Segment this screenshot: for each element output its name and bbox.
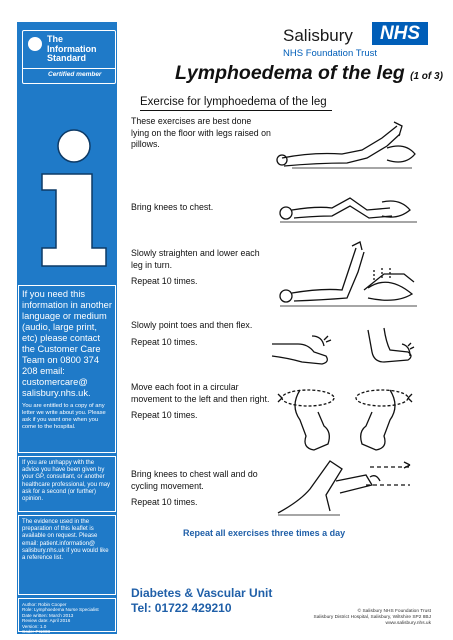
copyright-block [314, 609, 431, 627]
unit-contact [131, 586, 272, 616]
info-standard-line2: Information [47, 43, 97, 54]
illustration-cycling [270, 455, 420, 517]
meta-review: Review date: April 2016 [22, 618, 71, 624]
exercise-6-text: Bring knees to chest wall and do cycling movement. [131, 469, 258, 491]
copyright-line: © Salisbury NHS Foundation Trust [357, 609, 431, 614]
unit-phone: Tel: 01722 429210 [131, 601, 232, 615]
exercise-3-repeat: Repeat 10 times. [131, 276, 198, 286]
exercise-4-repeat: Repeat 10 times. [131, 336, 198, 347]
certified-member-label: Certified member [48, 71, 102, 78]
illustration-point-flex [268, 322, 423, 372]
repeat-all-note: Repeat all exercises three times a day [183, 528, 346, 538]
information-standard-logo [22, 30, 116, 84]
evidence-text: The evidence used in the preparation of this leaflet is available on request. Please email: patient.information@ salisbury.nhs.uk if you would like a reference list. [22, 519, 109, 562]
illustration-leg-raise [272, 108, 422, 170]
info-standard-line1: The [47, 34, 64, 44]
exercise-6-repeat: Repeat 10 times. [131, 497, 198, 507]
title-text: Lymphoedema of the leg [175, 62, 405, 84]
language-help-text: If you need this information in another language or medium (audio, large print, etc) please contact the Customer Care Team on 0800 374 208 email: customercare@ salisbury.nhs.uk. [22, 289, 112, 398]
hospital-address: Salisbury District Hospital, Salisbury, Wiltshire SP2 8BJ [313, 615, 431, 620]
exercise-2-text: Bring knees to chest. [131, 202, 214, 212]
page-title [175, 62, 443, 85]
second-opinion-text: If you are unhappy with the advice you have been given by your GP, consultant, or another healthcare professional, you may ask for a second (or further) opinion. [22, 460, 111, 503]
document-meta-box [18, 598, 116, 635]
exercise-5-text: Move each foot in a circular movement to the left and then right. [131, 382, 270, 404]
second-opinion-box [18, 456, 116, 512]
language-help-box [18, 285, 116, 453]
exercise-2 [131, 202, 271, 219]
letter-copy-text: You are entitled to a copy of any letter we write about you. Please ask if you want one when you come to the hospital. [22, 403, 106, 430]
exercise-1 [131, 116, 271, 156]
exercise-3-text: Slowly straighten and lower each leg in turn. [131, 248, 260, 270]
website-link[interactable]: www.salisbury.nhs.uk [385, 621, 431, 626]
evidence-box [18, 515, 116, 595]
exercise-6 [131, 469, 271, 514]
section-title: Exercise for lymphoedema of the leg [140, 96, 332, 111]
meta-role: Role: Lymphoedema Nurse Specialist [22, 607, 99, 613]
org-name: Salisbury [283, 26, 353, 45]
meta-version: Version: 1.0 [22, 623, 47, 629]
trust-name: NHS Foundation Trust [283, 48, 377, 59]
illustration-foot-circles [270, 376, 420, 454]
title-part: (1 of 3) [410, 71, 443, 82]
exercise-5-repeat: Repeat 10 times. [131, 410, 198, 420]
illustration-straighten-leg [272, 238, 422, 310]
meta-author: Author: Robin Cooper [22, 602, 67, 607]
exercise-3 [131, 248, 271, 293]
illustration-knees-to-chest [272, 180, 422, 225]
info-standard-line3: Standard [47, 53, 87, 63]
information-i-icon [34, 128, 108, 268]
nhs-logo: NHS [372, 22, 428, 45]
meta-code: Code: PI1008 [22, 629, 51, 635]
exercise-1-text: These exercises are best done lying on the floor with legs raised on pillows. [131, 116, 271, 149]
exercise-4-text: Slowly point toes and then flex. [131, 320, 253, 330]
info-standard-icon [28, 37, 42, 51]
unit-name: Diabetes & Vascular Unit [131, 586, 273, 600]
meta-written: Date written: March 2013 [22, 612, 74, 618]
exercise-5 [131, 382, 271, 427]
exercise-4 [131, 320, 271, 353]
